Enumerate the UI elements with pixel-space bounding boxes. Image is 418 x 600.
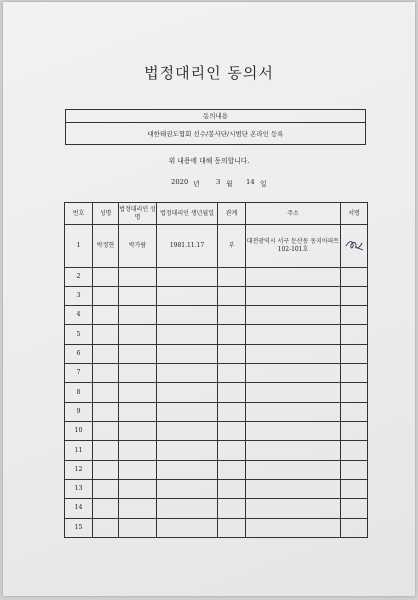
row-guardian-name <box>119 460 157 479</box>
row-relation <box>218 422 246 441</box>
table-row <box>65 518 368 537</box>
row-name <box>93 383 119 402</box>
row-number: 5 <box>65 325 93 344</box>
row-signature <box>341 460 368 479</box>
row-signature <box>341 286 368 305</box>
row-guardian-birth <box>157 479 218 498</box>
row-number: 2 <box>65 267 93 286</box>
row-signature <box>341 499 368 518</box>
row-name <box>93 306 119 325</box>
row-name <box>93 286 119 305</box>
row-guardian-birth: 1981.11.17 <box>157 225 218 268</box>
header-address: 주소 <box>246 203 341 225</box>
row-number: 9 <box>65 402 93 421</box>
row-name <box>93 460 119 479</box>
row-number: 3 <box>65 286 93 305</box>
row-relation: 부 <box>218 225 246 268</box>
row-number: 8 <box>65 383 93 402</box>
table-row <box>65 460 368 479</box>
row-name <box>93 402 119 421</box>
row-address <box>246 267 341 286</box>
date-day-unit: 일 <box>260 180 267 188</box>
row-guardian-birth <box>157 460 218 479</box>
table-row <box>65 364 368 383</box>
row-name <box>93 422 119 441</box>
row-address <box>246 460 341 479</box>
row-guardian-birth <box>157 364 218 383</box>
row-relation <box>218 383 246 402</box>
table-row <box>65 499 368 518</box>
row-number: 4 <box>65 306 93 325</box>
row-address: 대전광역시 서구 둔산동 동지아파트 102-101호 <box>246 225 341 268</box>
row-number: 1 <box>65 225 93 268</box>
row-number: 13 <box>65 479 93 498</box>
row-address <box>246 286 341 305</box>
date-month-unit: 월 <box>226 180 233 188</box>
table-row <box>65 267 368 286</box>
row-name <box>93 441 119 460</box>
table-row <box>65 325 368 344</box>
consent-box <box>65 109 366 145</box>
row-guardian-name <box>119 441 157 460</box>
row-signature <box>341 344 368 363</box>
table-row <box>65 344 368 363</box>
row-name <box>93 267 119 286</box>
table-row <box>65 286 368 305</box>
table-row <box>65 383 368 402</box>
row-guardian-name <box>119 383 157 402</box>
row-guardian-name <box>119 499 157 518</box>
row-signature <box>341 383 368 402</box>
row-guardian-birth <box>157 441 218 460</box>
row-signature <box>341 325 368 344</box>
row-address <box>246 441 341 460</box>
row-guardian-name <box>119 344 157 363</box>
guardian-table <box>64 202 368 538</box>
header-guardian-name: 법정대리인 성명 <box>119 203 157 225</box>
row-address <box>246 344 341 363</box>
row-relation <box>218 286 246 305</box>
table-row <box>65 422 368 441</box>
row-guardian-birth <box>157 325 218 344</box>
table-row <box>65 479 368 498</box>
row-address <box>246 383 341 402</box>
row-address <box>246 325 341 344</box>
row-guardian-birth <box>157 383 218 402</box>
row-signature <box>341 306 368 325</box>
table-row <box>65 306 368 325</box>
row-guardian-birth <box>157 402 218 421</box>
row-relation <box>218 325 246 344</box>
row-relation <box>218 479 246 498</box>
agreement-statement: 위 내용에 대해 동의합니다. <box>168 157 250 165</box>
handwritten-signature <box>343 237 365 253</box>
table-row <box>65 441 368 460</box>
row-signature <box>341 441 368 460</box>
date-year-unit: 년 <box>193 180 200 188</box>
consent-header: 동의내용 <box>66 110 365 123</box>
row-relation <box>218 267 246 286</box>
row-name <box>93 364 119 383</box>
row-guardian-birth <box>157 306 218 325</box>
row-address <box>246 518 341 537</box>
row-guardian-birth <box>157 518 218 537</box>
row-relation <box>218 306 246 325</box>
table-row <box>65 225 368 268</box>
row-signature <box>341 422 368 441</box>
date-day: 14 <box>246 178 255 186</box>
row-name <box>93 499 119 518</box>
row-guardian-birth <box>157 422 218 441</box>
row-address <box>246 402 341 421</box>
row-number: 6 <box>65 344 93 363</box>
row-relation <box>218 460 246 479</box>
row-guardian-birth <box>157 267 218 286</box>
row-relation <box>218 344 246 363</box>
row-guardian-name <box>119 402 157 421</box>
row-relation <box>218 518 246 537</box>
header-name: 성명 <box>93 203 119 225</box>
row-guardian-name <box>119 286 157 305</box>
row-guardian-name <box>119 267 157 286</box>
row-signature <box>341 267 368 286</box>
row-relation <box>218 441 246 460</box>
header-relation: 관계 <box>218 203 246 225</box>
row-relation <box>218 364 246 383</box>
row-number: 15 <box>65 518 93 537</box>
row-number: 10 <box>65 422 93 441</box>
row-address <box>246 364 341 383</box>
row-signature <box>341 479 368 498</box>
row-relation <box>218 402 246 421</box>
document-page <box>3 2 415 596</box>
date-month: 3 <box>216 178 221 186</box>
row-relation <box>218 499 246 518</box>
header-signature: 서명 <box>341 203 368 225</box>
row-signature <box>341 518 368 537</box>
row-address <box>246 479 341 498</box>
document-title: 법정대리인 동의서 <box>144 64 274 82</box>
row-name <box>93 518 119 537</box>
row-name <box>93 344 119 363</box>
row-name <box>93 325 119 344</box>
row-address <box>246 499 341 518</box>
row-address <box>246 422 341 441</box>
table-header-row <box>65 203 368 225</box>
header-guardian-birth: 법정대리인 생년월일 <box>157 203 218 225</box>
row-signature <box>341 364 368 383</box>
row-guardian-birth <box>157 344 218 363</box>
row-guardian-name <box>119 306 157 325</box>
table-row <box>65 402 368 421</box>
date-year: 2020 <box>171 178 189 186</box>
row-guardian-name <box>119 518 157 537</box>
row-number: 14 <box>65 499 93 518</box>
row-signature <box>341 225 368 268</box>
row-signature <box>341 402 368 421</box>
row-guardian-birth <box>157 286 218 305</box>
row-number: 12 <box>65 460 93 479</box>
row-number: 7 <box>65 364 93 383</box>
row-name <box>93 479 119 498</box>
consent-content: 대한태권도협회 선수/봉사단/시범단 온라인 등록 <box>147 130 284 138</box>
row-name: 박정현 <box>93 225 119 268</box>
header-number: 번호 <box>65 203 93 225</box>
row-guardian-name: 박가람 <box>119 225 157 268</box>
row-guardian-name <box>119 422 157 441</box>
row-address <box>246 306 341 325</box>
row-guardian-name <box>119 479 157 498</box>
row-guardian-name <box>119 364 157 383</box>
row-number: 11 <box>65 441 93 460</box>
row-guardian-birth <box>157 499 218 518</box>
row-guardian-name <box>119 325 157 344</box>
